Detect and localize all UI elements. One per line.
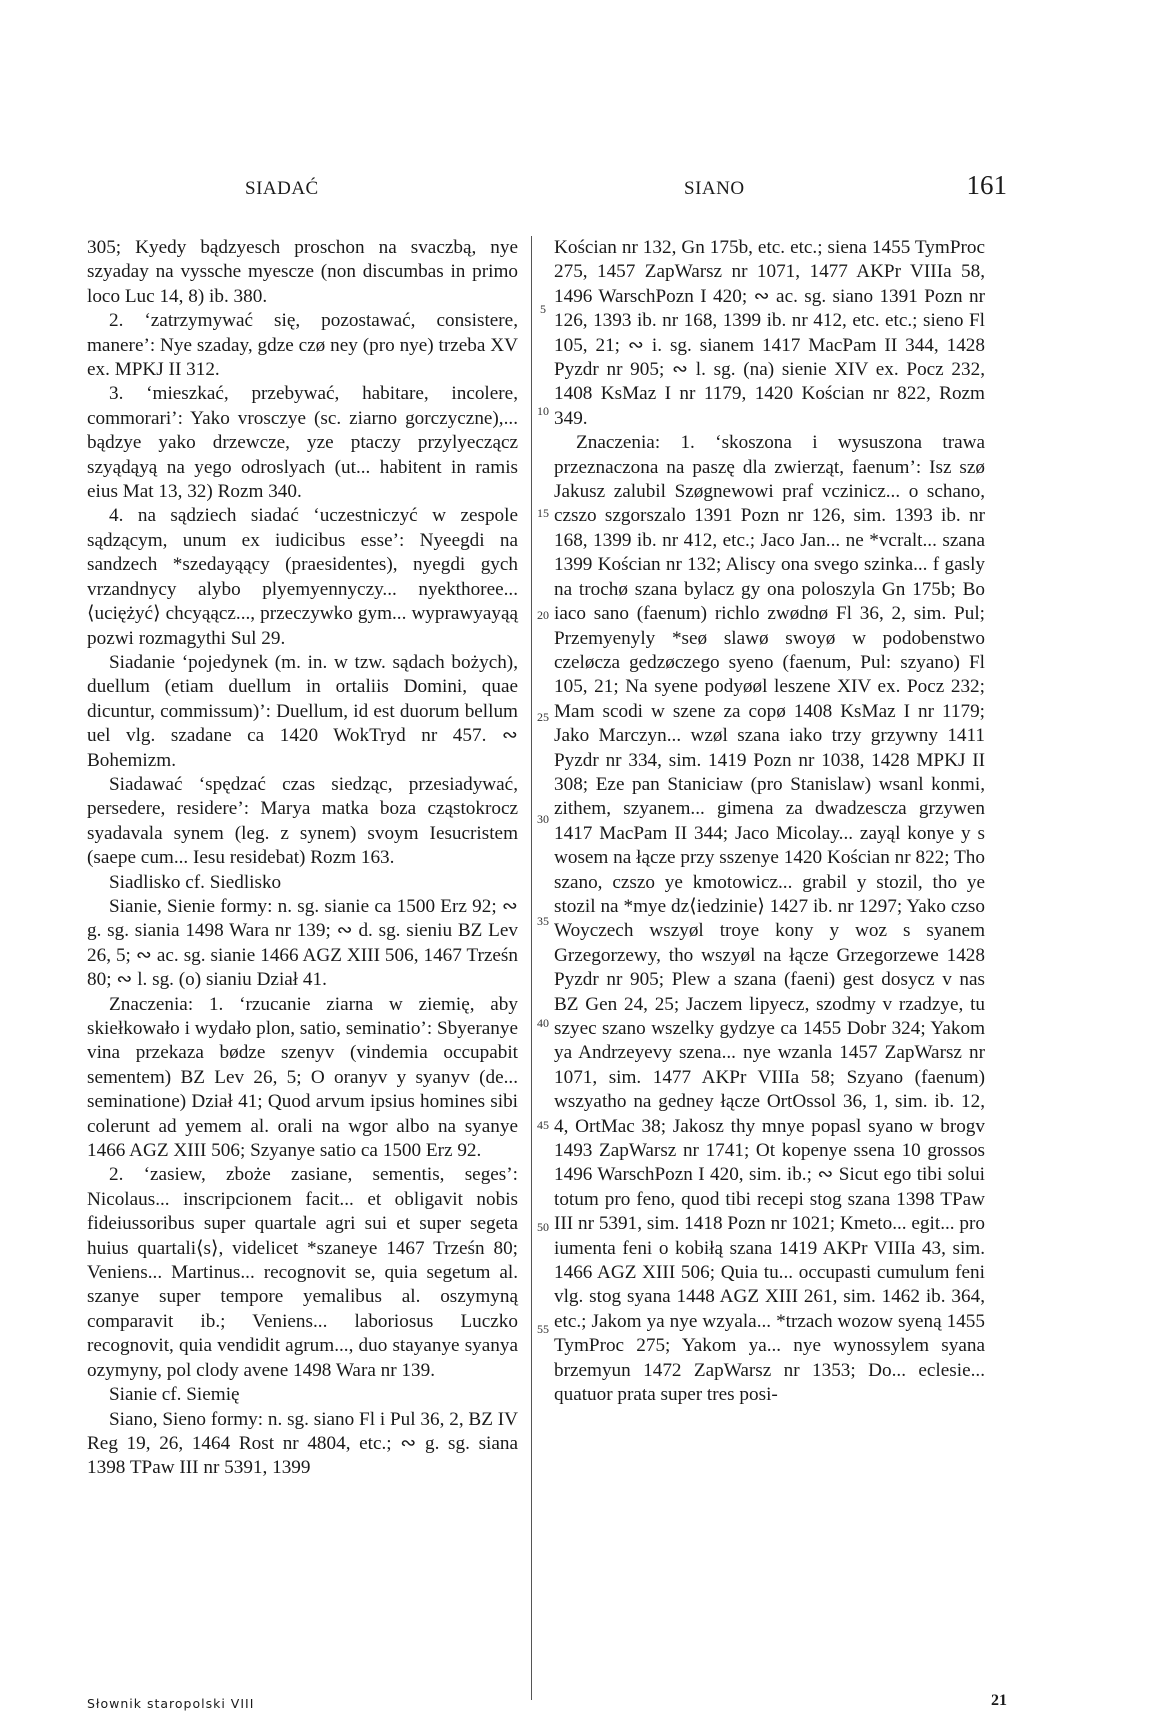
- line-number: 50: [537, 1220, 549, 1234]
- line-number: 30: [537, 812, 549, 826]
- footer-series: Słownik staropolski VIII: [87, 1696, 255, 1711]
- column-rule: [531, 236, 532, 1700]
- paragraph: Kościan nr 132, Gn 175b, etc. etc.; siena 1455 TymProc 275, 1457 ZapWarsz nr 1071, 1477 AKPr VIIIa 58, 1496 WarschPozn I 420; ∾ ac. sg. siano 1391 Pozn nr 126, 1393 ib. nr 168, 1399 ib. nr 412, etc. etc.; sieno Fl 105, 21; ∾ i. sg. sianem 1417 MacPam II 344, 1428 Pyzdr nr 905; ∾ l. sg. (na) sienie XIV ex. Pocz 232, 1408 KsMaz I nr 1179, 1420 Kościan nr 822, Rozm 349.: [554, 237, 985, 429]
- entry-sianie-cf: Sianie cf. Siemię: [109, 1384, 240, 1406]
- paragraph: 2. ‘zatrzymywać się, pozostawać, consistere, manere’: Nye szaday, gdze czø ney (pro nye) trzeba XV ex. MPKJ II 312.: [87, 310, 518, 381]
- line-number: 5: [540, 302, 546, 316]
- right-column: [554, 236, 985, 1408]
- running-header-right: SIANO: [684, 178, 745, 199]
- paragraph: 305; Kyedy bądzyesch proschon na svaczbą, nye szyaday na vyssche myescze (non discumbas in primo loco Luc 14, 8) ib. 380.: [87, 237, 518, 307]
- paragraph: Znaczenia: 1. ‘skoszona i wysuszona trawa przeznaczona na paszę dla zwierząt, faenum’: Isz szø Jakusz zalubil Szøgnewowi praf vczinicz... o schano, czszo szgorszalo 1391 Pozn nr 126, sim. 1393 ib. nr 168, 1399 ib. nr 412, etc.; Jaco Jan... ne *vcralt... szana 1399 Kościan nr 132; Aliscy ona svego szinka... f gasly na trochø szana bylacz gy ona poloszyla Gn 175b; Bo iaco sano (faenum) richlo zwødnø Fl 36, 2, sim. Pul; Przemyenyly *seø slawø swoyø w podobenstwo czeløcza gedzøczego syeno (faenum, Pul: szyano) Fl 105, 21; Na syene podyøøl leszene XIV ex. Pocz 232; Mam scodi w szene za copø 1408 KsMaz I nr 1179; Jako Marczyn... wzøl szana iako trzy grzywny 1411 Pyzdr nr 334, sim. 1419 Pozn nr 1038, 1428 MPKJ II 308; Eze pan Staniciaw (pro Stanislaw) wsanl konmi, zithem, szyanem... gimena za dwadzescza grzywen 1417 MacPam II 344; Jaco Micolay... zayąl konye y s wosem na łącze przy sszenye 1420 Kościan nr 822; Tho szano, czszo ye kmotowicz... grabil y stozil, tho ye stozil na *mye dz⟨iedzinie⟩ 1427 ib. nr 1297; Yako czso Woyczech wszyøl troye kony y woz s syanem Grzegorzewy, tho wszyøl na łącze Grzegorzewe 1428 Pyzdr nr 905; Plew a szana (faeni) gest dosycz v nas BZ Gen 24, 25; Jaczem lipyecz, szodmy v rzadzye, tu szyec szano wszelky gydzye ca 1455 Dobr 324; Yakom ya Andrzeyevy szena... nye wzanla 1457 ZapWarsz nr 1071, sim. 1477 AKPr VIIIa 58; Szyano (faenum) wszyatho na gedney łącze OrtOssol 36, 1, sim. ib. 12, 4, OrtMac 38; Jakosz thy mnye popasl syano w brogv 1493 ZapWarsz nr 1741; Ot kopenye ssena 10 grossos 1496 WarschPozn I 420, sim. ib.; ∾ Sicut ego tibi solui totum pro feno, quod tibi recepi stog szana 1398 TPaw III nr 5391, sim. 1418 Pozn nr 1021; Kmeto... egit... pro iumenta feni o kobiłą szana 1419 AKPr VIIIa 43, sim. 1466 AGZ XIII 506; Quia tu... occupasti cumulum feni vlg. stog syana 1448 AGZ XIII 261, sim. 1462 ib. 364, etc.; Jakom ya nye wzyala... *trzach wozow syeną 1455 TymProc 275; Yakom ya... nye wynossylem syana brzemyun 1472 ZapWarsz nr 1353; Do... eclesie... quatuor prata super tres posi-: [554, 432, 985, 1406]
- line-number: 45: [537, 1118, 549, 1132]
- paragraph: 4. na sądziech siadać ‘uczestniczyć w zespole sądzącym, unum ex iudicibus esse’: Nyeegdi na sandzech *szedayąący (praesidentes), nyegdi gych vrzandnycy alybo plyemyennyczy... nyekthoree... ⟨uciężyć⟩ chcyąącz..., przeczywko gym... wyprawyayąą pozwi rozmagythi Sul 29.: [87, 505, 518, 649]
- line-number: 40: [537, 1016, 549, 1030]
- page-number: 161: [966, 170, 1007, 200]
- footer-signature: 21: [991, 1692, 1007, 1709]
- paragraph: 2. ‘zasiew, zboże zasiane, sementis, seges’: Nicolaus... inscripcionem facit... et obligavit nobis fideiussoribus super quartale agri sui et super segeta huius quartali⟨s⟩, videlicet *szaneye 1467 Trześn 80; Veniens... Martinus... recognovit se, quia segetum al. szanye super tempore yemalibus al. oszymyną comparavit ib.; Veniens... laboriosus Luczko recognovit, quia vendidit agrum..., duo stayanye syanya ozymyny, pol clody avene 1498 Wara nr 139.: [87, 1164, 518, 1381]
- entry-siano: Siano, Sieno formy: n. sg. siano Fl i Pul 36, 2, BZ IV Reg 19, 26, 1464 Rost nr 4804, etc.; ∾ g. sg. siana 1398 TPaw III nr 5391, 1399: [87, 1408, 518, 1479]
- line-number: 55: [537, 1322, 549, 1336]
- line-number: 25: [537, 710, 549, 724]
- entry-sianie: Sianie, Sienie formy: n. sg. sianie ca 1500 Erz 92; ∾ g. sg. siania 1498 Wara nr 139; ∾ d. sg. sieniu BZ Lev 26, 5; ∾ ac. sg. sianie 1466 AGZ XIII 506, 1467 Trześn 80; ∾ l. sg. (o) sianiu Dział 41.: [87, 895, 518, 991]
- line-number: 10: [537, 404, 549, 418]
- line-number: 35: [537, 914, 549, 928]
- left-column: [87, 236, 518, 1481]
- running-header-left: SIADAĆ: [245, 178, 319, 199]
- entry-siadanie: Siadanie ‘pojedynek (m. in. w tzw. sądach bożych), duellum (etiam duellum in ortaliis Domini, quae dicuntur, commissum)’: Duellum, id est duorum bellum uel vlg. szadane ca 1420 WokTryd nr 457. ∾ Bohemizm.: [87, 651, 518, 771]
- entry-siadlisko: Siadlisko cf. Siedlisko: [109, 871, 282, 893]
- entry-siadawac: Siadawać ‘spędzać czas siedząc, przesiadywać, persedere, residere’: Marya matka boza cząstokrocz syadavala synem (leg. z synem) svoym Iesucristem (saepe cum... Iesu residebat) Rozm 163.: [87, 773, 518, 869]
- line-number: 20: [537, 608, 549, 622]
- paragraph: 3. ‘mieszkać, przebywać, habitare, incolere, commorari’: Yako vrosczye (sc. ziarno gorczyczne),... bądzye yako drzewcze, yze ptaczy przylyecząсz szyądąyą na yego odroslyach (ut... habitent in ramis eius Mat 13, 32) Rozm 340.: [87, 383, 518, 503]
- paragraph: Znaczenia: 1. ‘rzucanie ziarna w ziemię, aby skiełkowało i wydało plon, satio, seminatio’: Sbyeranye vina przekaza bødze szenyv (vindemia occupabit sementem) BZ Lev 26, 5; O oranyv y syanyv (de... seminatione) Dział 41; Quod arvum ipsius homines sibi colerunt ad yemem al. orali na wgor albo na syanye 1466 AGZ XIII 506; Szyanye satio ca 1500 Erz 92.: [87, 993, 518, 1162]
- line-number: 15: [537, 506, 549, 520]
